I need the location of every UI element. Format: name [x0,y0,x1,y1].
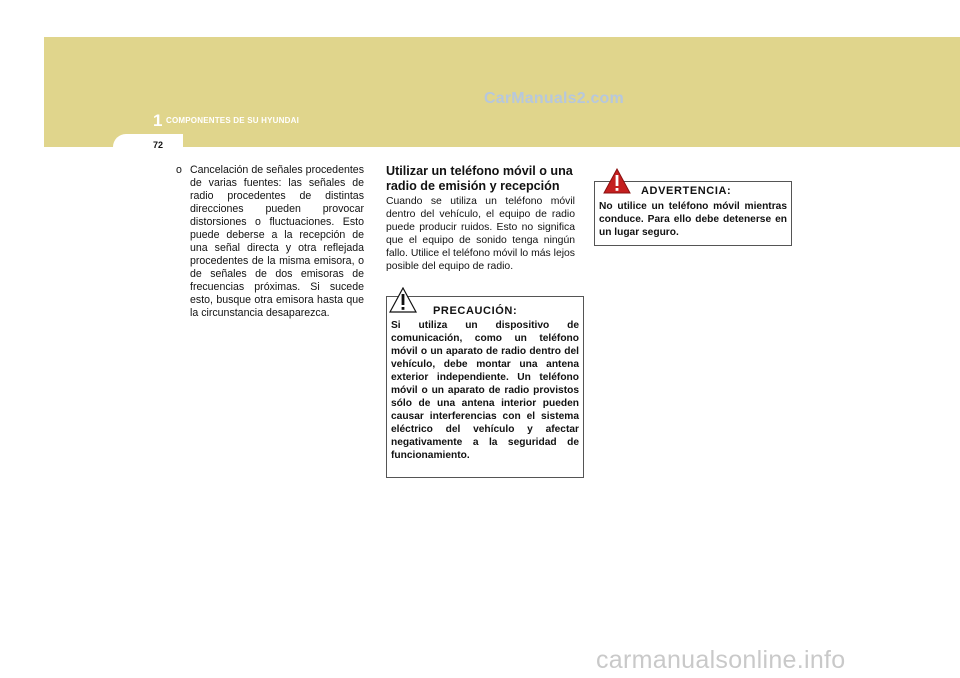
bullet-item [176,164,364,320]
chapter-number: 1 [153,111,163,130]
header-watermark[interactable]: CarManuals2.com [484,90,624,107]
left-column [176,164,364,320]
section-body: Cuando se utiliza un teléfono móvil dentro del vehículo, el equipo de radio puede producir ruidos. Esto no significa que el equipo de sonido tenga ningún fallo. Utilice el teléfono móvil lo más lejos posible del equipo de radio. [386,196,575,272]
exclamation-triangle-icon [389,287,417,313]
caution-title: PRECAUCIÓN: [433,305,518,317]
warning-title: ADVERTENCIA: [641,185,732,197]
middle-column [386,164,575,273]
section-heading: Utilizar un teléfono móvil o una radio de emisión y recepción [386,164,573,193]
caution-box [386,296,584,478]
page-tab [113,134,183,160]
footer-watermark[interactable]: carmanualsonline.info [596,646,846,674]
bullet-text: Cancelación de señales procedentes de varias fuentes: las señales de radio procedentes de distintas direcciones pueden provocar distorsiones o fluctuaciones. Esto puede deberse a la recepción de una señal directa y otra reflejada procedentes de la misma emisora, o de señales de dos emisoras de frecuencias próximas. Si sucede esto, busque otra emisora hasta que la circunstancia desaparezca. [190,164,364,319]
page-number: 72 [153,140,164,150]
warning-box [594,181,792,246]
warning-text: No utilice un teléfono móvil mientras conduce. Para ello debe detenerse en un lugar seguro. [599,201,787,238]
bullet-marker: o [176,164,182,176]
exclamation-triangle-icon [603,168,631,194]
chapter-title: COMPONENTES DE SU HYUNDAI [166,116,300,125]
caution-text: Si utiliza un dispositivo de comunicación, como un teléfono móvil o un aparato de radio dentro del vehículo, debe montar una antena exterior independiente. Un teléfono móvil o un aparato de radio provistos sólo de una antena interior pueden causar interferencias con el sistema eléctrico del vehículo y afectar negativamente a la seguridad de funcionamiento. [391,320,579,461]
